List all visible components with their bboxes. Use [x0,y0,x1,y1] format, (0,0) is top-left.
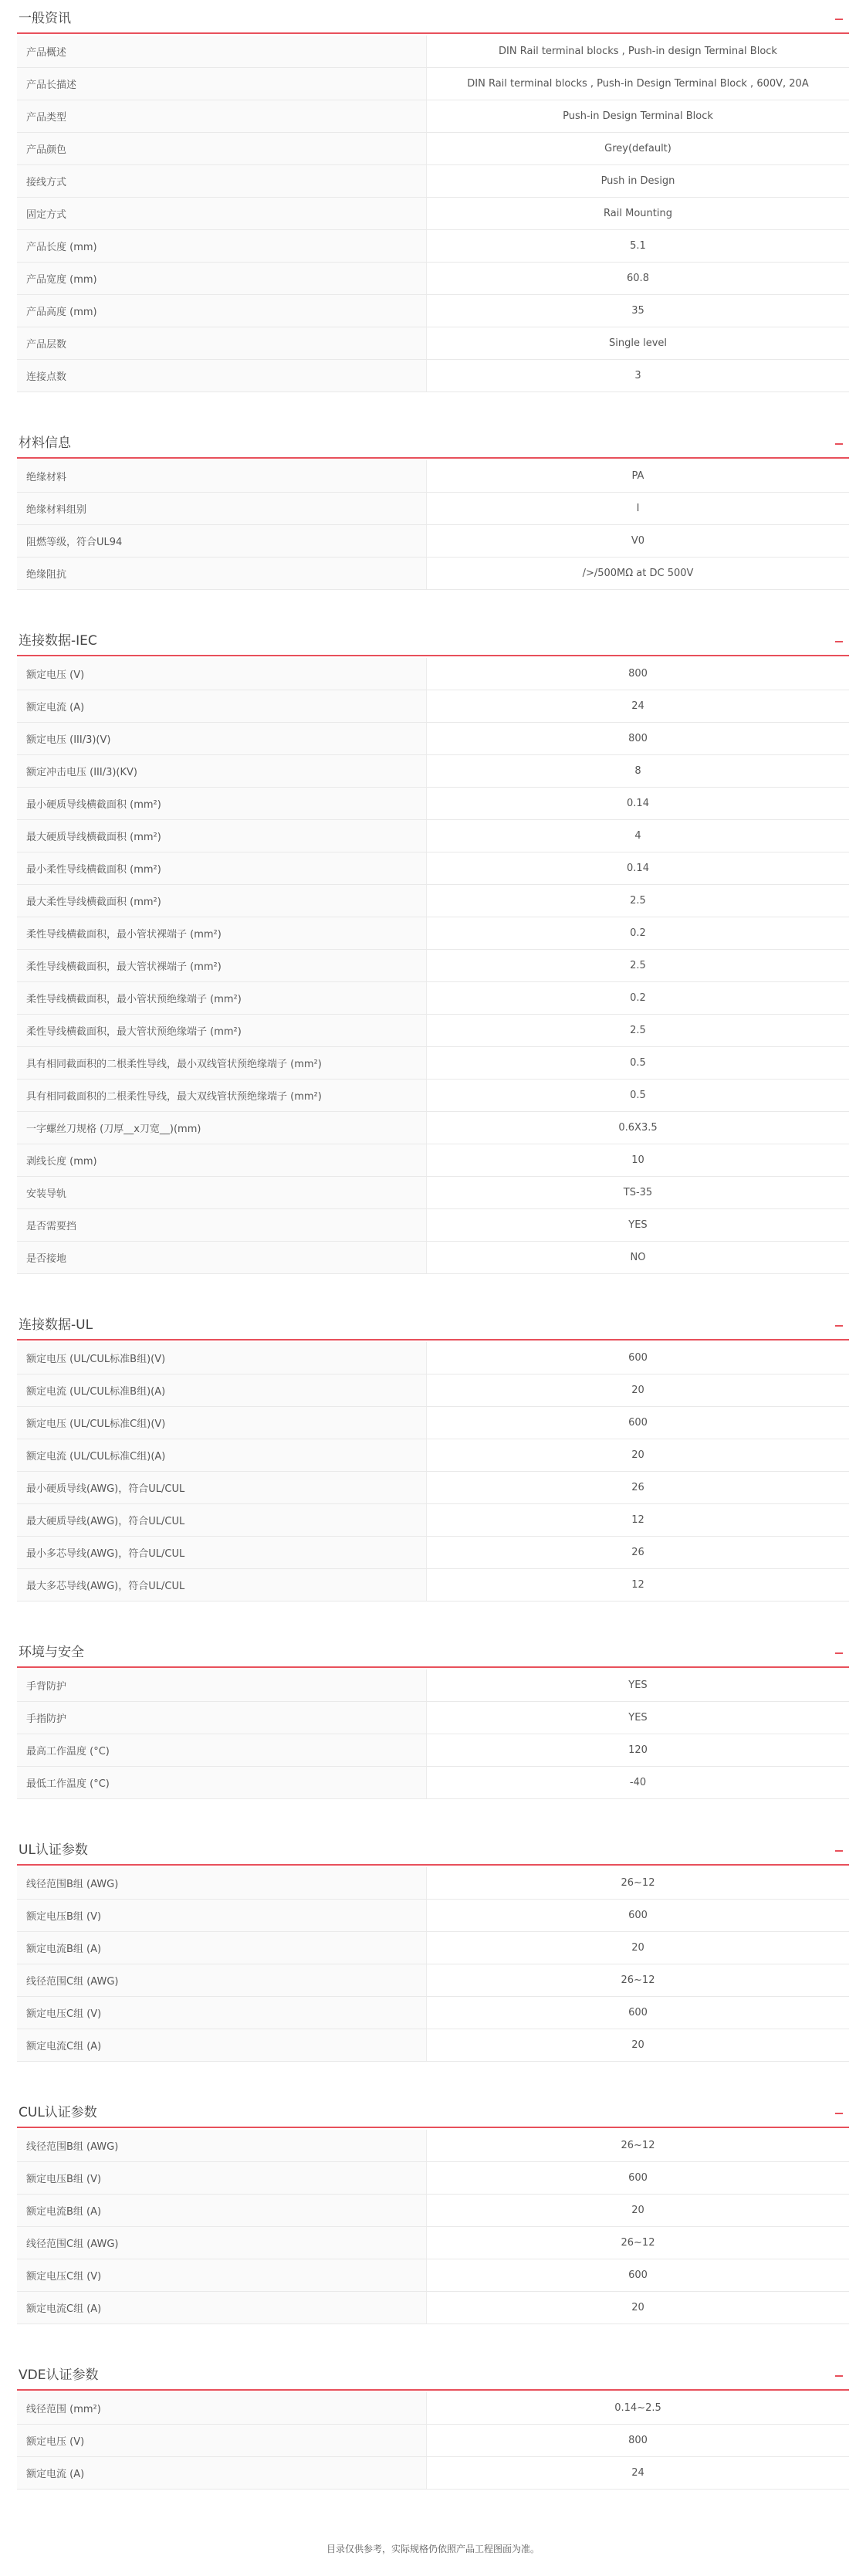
section-header[interactable] [17,425,849,459]
table-row [17,788,849,820]
table-row [17,1080,849,1112]
table-row [17,1997,849,2029]
spec-label: 最大硬质导线(AWG)，符合UL/CUL [17,1504,427,1537]
table-row [17,2457,849,2490]
table-row [17,460,849,493]
table-row [17,327,849,360]
table-row [17,1932,849,1964]
spec-label: 最小柔性导线横截面积 (mm²) [17,852,427,885]
spec-value: 26 [427,1537,850,1569]
table-row [17,2162,849,2195]
spec-value: TS-35 [427,1177,850,1209]
spec-label: 柔性导线横截面积，最小管状预绝缘端子 (mm²) [17,982,427,1015]
spec-value: 600 [427,2162,850,2195]
table-row [17,1900,849,1932]
spec-table [17,36,849,392]
spec-label: 最小硬质导线(AWG)，符合UL/CUL [17,1472,427,1504]
section-header[interactable] [17,1832,849,1866]
section-spacer [17,1274,849,1307]
table-row [17,755,849,788]
collapse-icon[interactable] [835,1652,843,1654]
spec-section [0,1832,866,2094]
spec-value: 35 [427,295,850,327]
spec-label: 额定电流 (A) [17,690,427,723]
table-row [17,2292,849,2324]
section-spacer [17,2490,849,2522]
spec-label: 产品类型 [17,100,427,133]
collapse-icon[interactable] [835,2113,843,2114]
table-row [17,198,849,230]
spec-value: 26 [427,1472,850,1504]
spec-value: 10 [427,1144,850,1177]
spec-value: 4 [427,820,850,852]
spec-value: I [427,493,850,525]
spec-value: 20 [427,2292,850,2324]
spec-value: YES [427,1209,850,1242]
table-row [17,1015,849,1047]
table-row [17,2425,849,2457]
table-row [17,36,849,68]
table-row [17,263,849,295]
section-header[interactable] [17,1307,849,1341]
spec-value: 600 [427,1997,850,2029]
table-row [17,68,849,100]
spec-value: 8 [427,755,850,788]
spec-value: />/500MΩ at DC 500V [427,558,850,590]
spec-label: 最小硬质导线横截面积 (mm²) [17,788,427,820]
spec-value: 0.2 [427,982,850,1015]
table-row [17,1964,849,1997]
spec-section [0,0,866,425]
table-row [17,1144,849,1177]
spec-label: 一字螺丝刀规格 (刀厚__x刀宽__)(mm) [17,1112,427,1144]
spec-label: 额定电流B组 (A) [17,2195,427,2227]
table-row [17,100,849,133]
section-spacer [17,1602,849,1634]
spec-value: 800 [427,2425,850,2457]
spec-value: 800 [427,723,850,755]
spec-label: 线径范围 (mm²) [17,2392,427,2425]
spec-label: 产品颜色 [17,133,427,165]
spec-label: 手指防护 [17,1702,427,1734]
table-row [17,1669,849,1702]
spec-value: 3 [427,360,850,392]
spec-section [0,622,866,1307]
table-row [17,658,849,690]
spec-value: 26~12 [427,1867,850,1900]
table-row [17,950,849,982]
spec-value: 20 [427,2029,850,2062]
spec-section [0,2094,866,2357]
table-row [17,2130,849,2162]
spec-label: 最低工作温度 (°C) [17,1767,427,1799]
spec-value: 0.5 [427,1080,850,1112]
spec-table [17,658,849,1274]
spec-section [0,1307,866,1634]
spec-value: -40 [427,1767,850,1799]
spec-value: 20 [427,1932,850,1964]
spec-label: 额定电流 (UL/CUL标准B组)(A) [17,1374,427,1407]
spec-label: 产品长度 (mm) [17,230,427,263]
spec-value: 5.1 [427,230,850,263]
spec-label: 额定电压C组 (V) [17,2259,427,2292]
spec-value: 0.14~2.5 [427,2392,850,2425]
table-row [17,1407,849,1439]
spec-value: 0.5 [427,1047,850,1080]
section-title: 材料信息 [19,436,71,451]
section-title: CUL认证参数 [19,2105,97,2120]
spec-value: 2.5 [427,885,850,917]
spec-value: V0 [427,525,850,558]
spec-label: 柔性导线横截面积，最小管状裸端子 (mm²) [17,917,427,950]
spec-table [17,460,849,590]
section-header[interactable] [17,0,849,34]
spec-label: 手背防护 [17,1669,427,1702]
table-row [17,493,849,525]
collapse-icon[interactable] [835,641,843,642]
spec-value: 600 [427,1900,850,1932]
table-row [17,1439,849,1472]
collapse-icon[interactable] [835,1325,843,1327]
spec-label: 额定电压B组 (V) [17,1900,427,1932]
spec-value: 2.5 [427,950,850,982]
spec-value: Single level [427,327,850,360]
spec-table [17,2130,849,2324]
table-row [17,1569,849,1602]
table-row [17,133,849,165]
spec-label: 额定冲击电压 (III/3)(KV) [17,755,427,788]
table-row [17,2029,849,2062]
collapse-icon[interactable] [835,443,843,445]
spec-value: 24 [427,690,850,723]
table-row [17,1242,849,1274]
table-row [17,525,849,558]
spec-label: 绝缘阻抗 [17,558,427,590]
spec-section [0,2357,866,2522]
spec-label: 产品概述 [17,36,427,68]
section-title: 连接数据-IEC [19,633,97,649]
table-row [17,1767,849,1799]
spec-label: 绝缘材料 [17,460,427,493]
spec-label: 产品层数 [17,327,427,360]
section-spacer [17,1799,849,1832]
collapse-icon[interactable] [835,1850,843,1852]
table-row [17,690,849,723]
spec-label: 额定电流C组 (A) [17,2029,427,2062]
spec-value: Push in Design [427,165,850,198]
collapse-icon[interactable] [835,19,843,20]
spec-value: 20 [427,1439,850,1472]
table-row [17,1209,849,1242]
spec-label: 接线方式 [17,165,427,198]
spec-value: 0.14 [427,852,850,885]
spec-label: 固定方式 [17,198,427,230]
section-spacer [17,2324,849,2357]
spec-value: 0.2 [427,917,850,950]
spec-label: 额定电压 (V) [17,658,427,690]
spec-value: Rail Mounting [427,198,850,230]
spec-label: 额定电压B组 (V) [17,2162,427,2195]
spec-value: Grey(default) [427,133,850,165]
table-row [17,2195,849,2227]
table-row [17,1734,849,1767]
spec-value: 0.14 [427,788,850,820]
table-row [17,1047,849,1080]
section-header[interactable] [17,2357,849,2391]
table-row [17,1112,849,1144]
spec-value: 26~12 [427,2130,850,2162]
spec-value: DIN Rail terminal blocks , Push-in Design Terminal Block , 600V, 20A [427,68,850,100]
table-row [17,852,849,885]
spec-label: 线径范围B组 (AWG) [17,1867,427,1900]
spec-value: 600 [427,2259,850,2292]
spec-label: 产品宽度 (mm) [17,263,427,295]
spec-label: 最小多芯导线(AWG)，符合UL/CUL [17,1537,427,1569]
spec-value: 120 [427,1734,850,1767]
spec-value: 26~12 [427,2227,850,2259]
table-row [17,982,849,1015]
table-row [17,1342,849,1374]
spec-label: 线径范围C组 (AWG) [17,2227,427,2259]
spec-label: 产品长描述 [17,68,427,100]
spec-value: 20 [427,1374,850,1407]
spec-value: 12 [427,1569,850,1602]
spec-label: 具有相同截面积的二根柔性导线，最小双线管状预绝缘端子 (mm²) [17,1047,427,1080]
spec-table [17,2392,849,2490]
table-row [17,2392,849,2425]
spec-table [17,1867,849,2062]
spec-label: 线径范围C组 (AWG) [17,1964,427,1997]
table-row [17,1472,849,1504]
spec-value: DIN Rail terminal blocks , Push-in design Terminal Block [427,36,850,68]
table-row [17,230,849,263]
table-row [17,295,849,327]
spec-value: 12 [427,1504,850,1537]
table-row [17,1537,849,1569]
table-row [17,360,849,392]
table-row [17,558,849,590]
spec-label: 额定电流B组 (A) [17,1932,427,1964]
table-row [17,1867,849,1900]
spec-label: 额定电流C组 (A) [17,2292,427,2324]
spec-section [0,1634,866,1832]
table-row [17,723,849,755]
spec-value: 600 [427,1407,850,1439]
spec-label: 绝缘材料组别 [17,493,427,525]
spec-label: 额定电压 (V) [17,2425,427,2457]
spec-label: 最大硬质导线横截面积 (mm²) [17,820,427,852]
spec-label: 具有相同截面积的二根柔性导线，最大双线管状预绝缘端子 (mm²) [17,1080,427,1112]
section-title: VDE认证参数 [19,2368,99,2383]
section-header[interactable] [17,2094,849,2128]
spec-value: YES [427,1702,850,1734]
spec-value: 24 [427,2457,850,2490]
spec-value: 26~12 [427,1964,850,1997]
footer-note: 目录仅供参考，实际规格仍依照产品工程图面为准。 [326,2544,540,2554]
section-title: UL认证参数 [19,1842,88,1858]
spec-value: 20 [427,2195,850,2227]
spec-label: 额定电流 (A) [17,2457,427,2490]
table-row [17,2259,849,2292]
spec-value: Push-in Design Terminal Block [427,100,850,133]
table-row [17,885,849,917]
table-row [17,1374,849,1407]
spec-value: 60.8 [427,263,850,295]
spec-label: 额定电压C组 (V) [17,1997,427,2029]
spec-label: 是否接地 [17,1242,427,1274]
spec-label: 额定电压 (UL/CUL标准B组)(V) [17,1342,427,1374]
spec-label: 额定电压 (UL/CUL标准C组)(V) [17,1407,427,1439]
spec-label: 是否需要挡 [17,1209,427,1242]
table-row [17,1504,849,1537]
spec-section [0,425,866,622]
spec-label: 最高工作温度 (°C) [17,1734,427,1767]
spec-label: 安装导轨 [17,1177,427,1209]
section-spacer [17,590,849,622]
spec-value: NO [427,1242,850,1274]
spec-label: 额定电压 (III/3)(V) [17,723,427,755]
section-header[interactable] [17,622,849,656]
spec-table [17,1342,849,1602]
spec-value: 600 [427,1342,850,1374]
spec-label: 最大多芯导线(AWG)，符合UL/CUL [17,1569,427,1602]
section-spacer [17,392,849,425]
table-row [17,2227,849,2259]
spec-value: 2.5 [427,1015,850,1047]
spec-label: 柔性导线横截面积，最大管状预绝缘端子 (mm²) [17,1015,427,1047]
table-row [17,917,849,950]
spec-value: 0.6X3.5 [427,1112,850,1144]
spec-label: 连接点数 [17,360,427,392]
section-title: 环境与安全 [19,1645,84,1660]
table-row [17,1177,849,1209]
spec-label: 产品高度 (mm) [17,295,427,327]
spec-label: 最大柔性导线横截面积 (mm²) [17,885,427,917]
table-row [17,165,849,198]
collapse-icon[interactable] [835,2375,843,2377]
section-header[interactable] [17,1634,849,1668]
spec-value: 800 [427,658,850,690]
spec-label: 柔性导线横截面积，最大管状裸端子 (mm²) [17,950,427,982]
spec-label: 剥线长度 (mm) [17,1144,427,1177]
section-spacer [17,2062,849,2094]
spec-value: YES [427,1669,850,1702]
table-row [17,1702,849,1734]
section-title: 一般资讯 [19,11,71,26]
spec-label: 线径范围B组 (AWG) [17,2130,427,2162]
spec-label: 额定电流 (UL/CUL标准C组)(A) [17,1439,427,1472]
spec-label: 阻燃等级，符合UL94 [17,525,427,558]
table-row [17,820,849,852]
spec-table [17,1669,849,1799]
section-title: 连接数据-UL [19,1317,93,1333]
spec-value: PA [427,460,850,493]
